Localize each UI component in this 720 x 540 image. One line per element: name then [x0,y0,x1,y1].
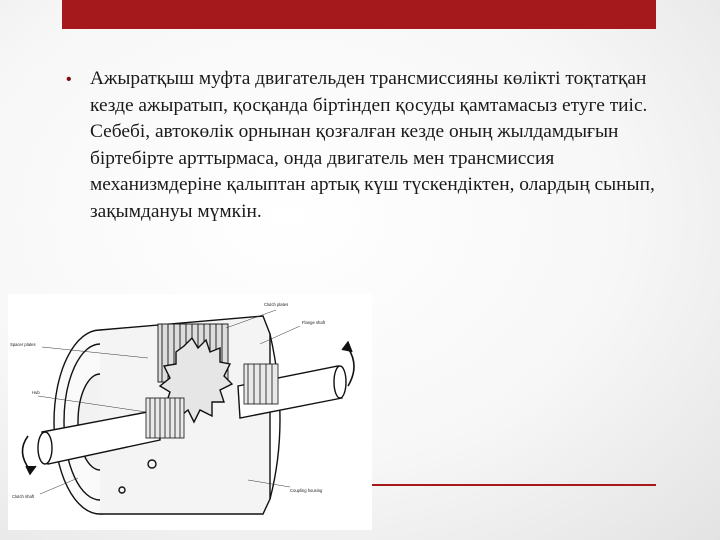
label-clutch-shaft: Clutch shaft [12,494,35,499]
label-coupling-housing: Coupling housing [290,488,323,493]
bottom-accent-line [372,484,656,486]
bullet-item [64,66,664,226]
label-hub: Hub [32,390,40,395]
bullet-icon: • [66,71,72,88]
bullet-paragraph: Ажыратқыш муфта двигательден трансмиссияны көлікті тоқтатқан кезде ажыратып, қосқанда біртіндеп қосуды қамтамасыз етуге тиіс. Себебі, автокөлік орнынан қозғалған кезде оның жылдамдығын біртебірте арттырмаса, онда двигатель мен трансмиссия механизмдеріне қалыптан артық күш түскендіктен, олардың сынып, зақымдануы мүмкін. [90,68,655,222]
label-clutch-plates: Clutch plates [264,302,289,307]
clutch-coupling-illustration [8,294,372,530]
top-accent-bar [62,0,656,29]
label-spacer-plates: Spacer plates [10,342,36,347]
clutch-drawing [8,294,372,530]
label-flange-shaft: Flange shaft [302,320,326,325]
